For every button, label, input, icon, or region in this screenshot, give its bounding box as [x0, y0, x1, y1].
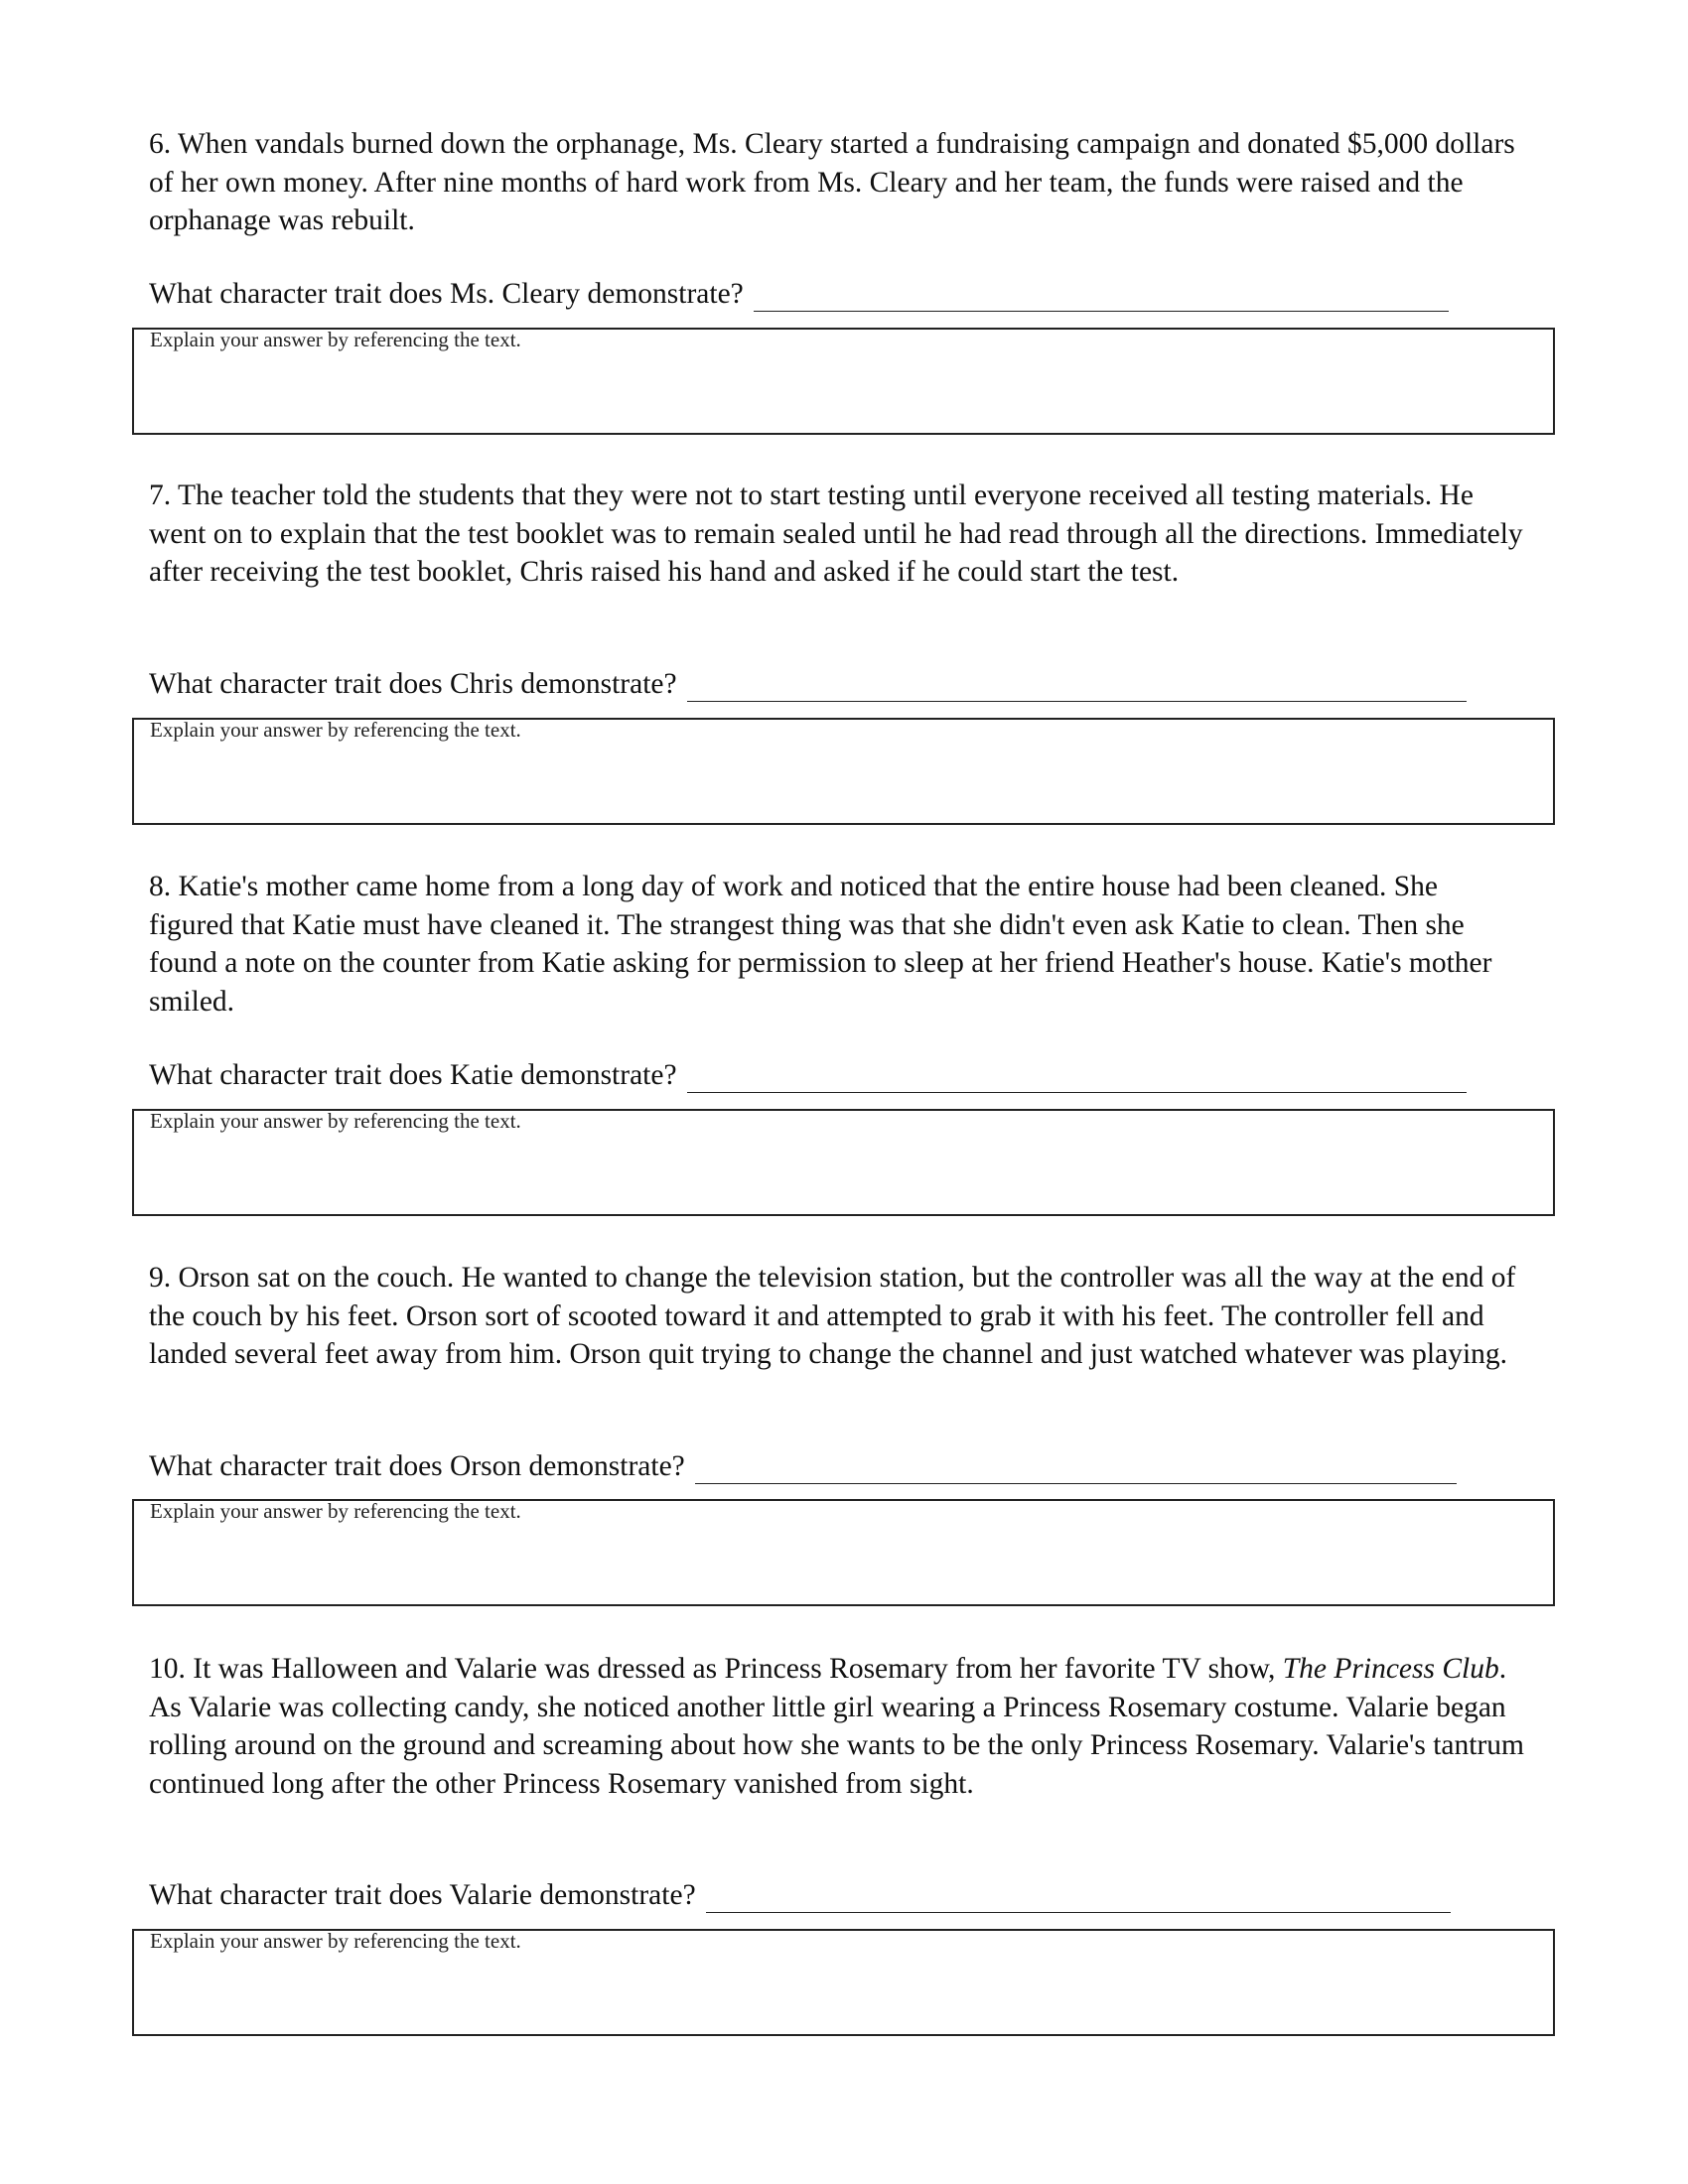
explain-answer-box[interactable] — [132, 1499, 1555, 1606]
explain-label: Explain your answer by referencing the text. — [150, 1499, 521, 1523]
prompt-text: What character trait does Ms. Cleary demonstrate? — [149, 278, 744, 310]
passage-text-after-title: . As Valarie was collecting candy, she noticed another little girl wearing a Princess Rosemary costume. Valarie began rolling around on the ground and screaming about how she wants to be the only Princess Rosemary. Valarie's tantrum continued long after the other Princess Rosemary vanished from sight. — [149, 1653, 1524, 1800]
answer-blank-line[interactable] — [754, 281, 1449, 312]
passage-text-before-title: It was Halloween and Valarie was dressed as Princess Rosemary from her favorite TV show, — [193, 1653, 1276, 1685]
prompt-text: What character trait does Valarie demonstrate? — [149, 1879, 696, 1911]
question-number: 8. — [149, 871, 172, 902]
passage-text: The teacher told the students that they were not to start testing until everyone received all testing materials. He went on to explain that the test booklet was to remain sealed until he had read through all the directions. Immediately after receiving the test booklet, Chris raised his hand and asked if he could start the test. — [149, 479, 1523, 588]
passage-text: Orson sat on the couch. He wanted to change the television station, but the controller was all the way at the end of the couch by his feet. Orson sort of scooted toward it and attempted to grab it with his feet. The controller fell and landed several feet away from him. Orson quit trying to change the channel and just watched whatever was playing. — [149, 1262, 1516, 1370]
question-number: 6. — [149, 128, 172, 160]
prompt-text: What character trait does Katie demonstrate? — [149, 1059, 677, 1091]
passage-text: Katie's mother came home from a long day of work and noticed that the entire house had been cleaned. She figured that Katie must have cleaned it. The strangest thing was that she didn't even ask Katie to clean. Then she found a note on the counter from Katie asking for permission to sleep at her friend Heather's house. Katie's mother smiled. — [149, 871, 1492, 1018]
prompt-text: What character trait does Chris demonstrate? — [149, 668, 677, 700]
character-trait-prompt — [149, 276, 1449, 312]
question-number: 10. — [149, 1653, 186, 1685]
answer-blank-line[interactable] — [695, 1453, 1457, 1484]
explain-label: Explain your answer by referencing the text. — [150, 1109, 521, 1133]
answer-blank-line[interactable] — [687, 671, 1467, 702]
explain-answer-box[interactable] — [132, 328, 1555, 435]
prompt-text: What character trait does Orson demonstrate? — [149, 1450, 685, 1482]
explain-answer-box[interactable] — [132, 1109, 1555, 1216]
character-trait-prompt — [149, 666, 1467, 702]
character-trait-prompt — [149, 1877, 1451, 1913]
explain-label: Explain your answer by referencing the text. — [150, 718, 521, 742]
show-title: The Princess Club — [1282, 1653, 1499, 1685]
explain-label: Explain your answer by referencing the text. — [150, 328, 521, 351]
passage-text: When vandals burned down the orphanage, Ms. Cleary started a fundraising campaign and donated $5,000 dollars of her own money. After nine months of hard work from Ms. Cleary and her team, the funds were raised and the orphanage was rebuilt. — [149, 128, 1515, 236]
explain-label: Explain your answer by referencing the text. — [150, 1929, 521, 1953]
question-number: 9. — [149, 1262, 172, 1294]
question-passage — [149, 125, 1529, 240]
question-passage — [149, 1259, 1529, 1374]
explain-answer-box[interactable] — [132, 1929, 1555, 2036]
question-passage — [149, 477, 1529, 592]
question-passage — [149, 868, 1529, 1021]
answer-blank-line[interactable] — [706, 1882, 1451, 1913]
answer-blank-line[interactable] — [687, 1062, 1467, 1093]
explain-answer-box[interactable] — [132, 718, 1555, 825]
question-passage — [149, 1650, 1529, 1803]
question-number: 7. — [149, 479, 172, 511]
character-trait-prompt — [149, 1448, 1457, 1484]
character-trait-prompt — [149, 1057, 1467, 1093]
